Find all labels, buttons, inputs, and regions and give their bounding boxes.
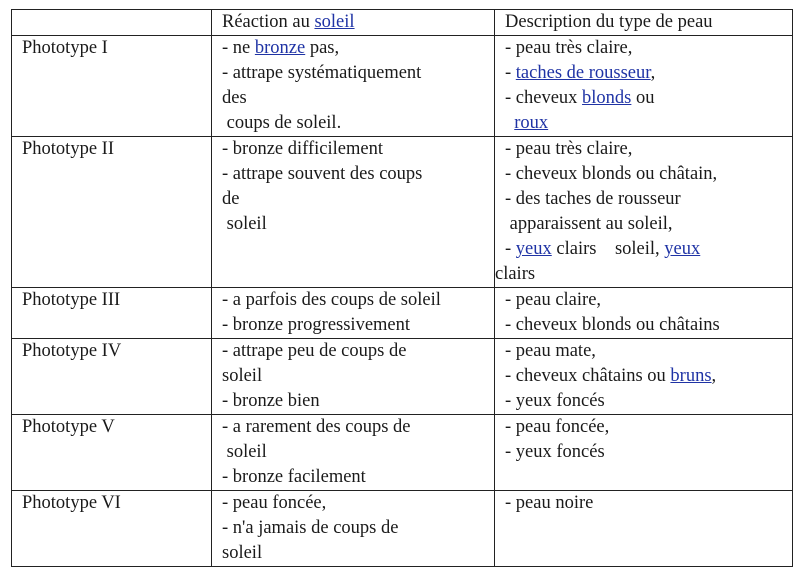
description-line: - yeux foncés [505,391,605,411]
description-cell [495,36,793,137]
reaction-cell [212,36,495,137]
reaction-line: - bronze bien [222,391,320,411]
link-yeux[interactable]: yeux [515,239,552,259]
reaction-line: - bronze progressivement [222,315,411,335]
description-line [505,86,792,111]
description-cell [495,137,793,288]
reaction-line: - bronze difficilement [222,139,383,159]
description-line: - peau très claire, [505,139,633,159]
text-run: pas, [305,38,340,58]
table-row [12,36,793,137]
reaction-cell [212,339,495,415]
table-row [12,339,793,415]
phototype-label: Phototype VI [12,491,212,567]
table-row [12,288,793,339]
phototype-label: Phototype III [12,288,212,339]
text-run [505,113,514,133]
phototype-label: Phototype II [12,137,212,288]
description-line: - yeux foncés [505,442,605,462]
reaction-line: - attrape souvent des coups [222,164,423,184]
text-run: clairs soleil, [551,239,665,259]
reaction-line: - peau foncée, [222,493,327,513]
text-run: - cheveux châtains ou [505,366,671,386]
phototype-label: Phototype I [12,36,212,137]
description-cell [495,491,793,567]
text-run: - cheveux [505,88,583,108]
header-cell-reaction [212,10,495,36]
description-cell [495,288,793,339]
text-run: , [650,63,656,83]
link-roux[interactable]: roux [514,113,549,133]
reaction-line: de [222,189,240,209]
reaction-line: soleil [222,442,267,462]
description-line: - peau foncée, [505,417,610,437]
link-soleil[interactable]: soleil [314,12,355,32]
reaction-line: des [222,88,247,108]
description-line: - cheveux blonds ou châtains [505,315,720,335]
text-run: - [505,239,516,259]
description-line [505,237,792,262]
description-line: - peau noire [505,493,594,513]
text-run: ou [631,88,655,108]
description-cell [495,339,793,415]
header-row [12,10,793,36]
description-line: clairs [495,264,536,284]
description-line [505,364,792,389]
reaction-cell [212,288,495,339]
reaction-line: - bronze facilement [222,467,366,487]
reaction-line: - n'a jamais de coups de [222,518,399,538]
text-run: - [505,63,516,83]
reaction-line: soleil [222,366,263,386]
reaction-cell [212,137,495,288]
reaction-cell [212,491,495,567]
header-cell-description: Description du type de peau [495,10,793,36]
reaction-line [222,36,494,61]
description-line: - peau très claire, [505,38,633,58]
phototype-label: Phototype V [12,415,212,491]
description-line: - cheveux blonds ou châtain, [505,164,718,184]
link-taches-de-rousseur[interactable]: taches de rousseur [515,63,651,83]
description-line: - peau mate, [505,341,596,361]
table-row [12,415,793,491]
header-cell-empty [12,10,212,36]
reaction-line: - a rarement des coups de [222,417,411,437]
text-run: , [711,366,717,386]
phototype-table [11,9,793,567]
reaction-line: coups de soleil. [222,113,342,133]
link-blonds[interactable]: blonds [582,88,632,108]
link-bronze[interactable]: bronze [254,38,306,58]
description-line: apparaissent au soleil, [505,214,673,234]
reaction-line: - a parfois des coups de soleil [222,290,441,310]
reaction-line: soleil [222,543,263,563]
reaction-line: - attrape systématiquement [222,63,422,83]
text-run: - ne [222,38,255,58]
description-line [505,111,792,136]
header-reaction-text: Réaction au [222,12,315,32]
reaction-line: soleil [222,214,267,234]
table-row [12,491,793,567]
description-line: - peau claire, [505,290,602,310]
description-cell [495,415,793,491]
reaction-cell [212,415,495,491]
link-bruns[interactable]: bruns [670,366,712,386]
table-row [12,137,793,288]
description-line [505,61,792,86]
link-yeux-2[interactable]: yeux [664,239,701,259]
phototype-label: Phototype IV [12,339,212,415]
description-line: - des taches de rousseur [505,189,681,209]
reaction-line: - attrape peu de coups de [222,341,407,361]
